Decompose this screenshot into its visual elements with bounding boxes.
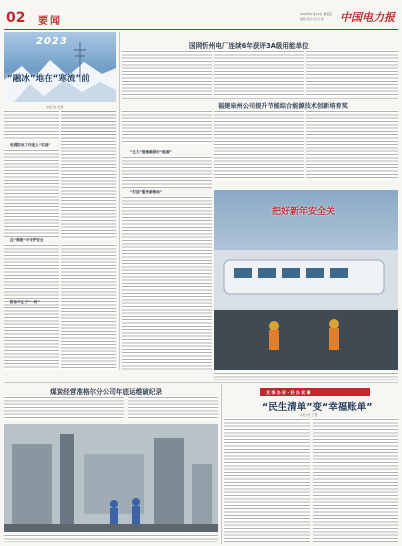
masthead-date: 2023年1月13日 星期五 (300, 12, 333, 16)
plant-photo (4, 424, 218, 532)
middle-subhead-2: “打造”服务新格局” (130, 190, 163, 194)
plant-photo-caption (4, 534, 218, 542)
industrial-plant-scene (4, 424, 218, 532)
feature-body-7 (61, 244, 116, 370)
feature-body-5 (4, 244, 59, 306)
feature-body-3 (4, 149, 59, 237)
top-right-body-2 (214, 50, 304, 96)
kicker-text: 支 季 办 好 · 好 办 实 事 (266, 389, 311, 395)
section-label: 要闻 (38, 16, 62, 27)
feature-body-1 (4, 110, 59, 140)
middle-body-4 (214, 110, 304, 180)
photo-caption-overlay: 把好新年安全关 (272, 207, 336, 217)
masthead-rule (4, 29, 398, 30)
middle-body-2 (122, 156, 212, 188)
safety-photo (214, 190, 398, 370)
middle-body-5 (306, 110, 398, 180)
feature-byline: 本报记者 刘 倩 (46, 106, 64, 109)
feature-year: 2023 (36, 36, 68, 47)
feature-subhead-2: 在“寒流”中守护安全 (10, 238, 44, 242)
middle-body-1 (122, 110, 212, 144)
kicker-banner (260, 388, 370, 396)
bottom-right-title: “民生清单”变“幸福账单” (262, 402, 373, 413)
middle-subhead-1: “五大”措施确保行“能源” (130, 150, 172, 154)
bottom-right-body-2 (313, 418, 398, 542)
middle-title: 福建泉州公司提升节能综合能源技术创新培育奖 (218, 103, 348, 110)
bottom-left-body-2 (128, 396, 218, 420)
top-right-body-1 (122, 50, 212, 96)
feature-subhead-3: 防冰不止于“一时” (10, 300, 40, 304)
photo-caption-text (214, 372, 398, 380)
bottom-left-body-1 (4, 396, 124, 420)
feature-banner (4, 32, 116, 102)
train-maintenance-scene (214, 190, 398, 370)
middle-body-3 (122, 196, 212, 370)
masthead-editor: 编辑 组文 校对 杨 (300, 17, 324, 21)
top-right-body-3 (306, 50, 398, 96)
top-right-title: 国网忻州电厂连续6年获评3A级用能单位 (189, 42, 309, 50)
bottom-right-byline: 本报记者 王 雅 (300, 414, 318, 417)
feature-subhead-1: 电网防冰工作进入“实战” (10, 143, 51, 147)
feature-body-4 (61, 110, 116, 240)
feature-body-6 (4, 306, 59, 370)
feature-title: “融冰”地在“寒流”前 (7, 74, 90, 84)
page-number: 02 (6, 10, 26, 26)
newspaper-logo: 中国电力报 (340, 11, 395, 24)
masthead (0, 0, 402, 30)
bottom-right-body-1 (224, 418, 310, 542)
bottom-left-title: 煤炭经营准格尔分公司年底运维破纪录 (50, 388, 163, 396)
